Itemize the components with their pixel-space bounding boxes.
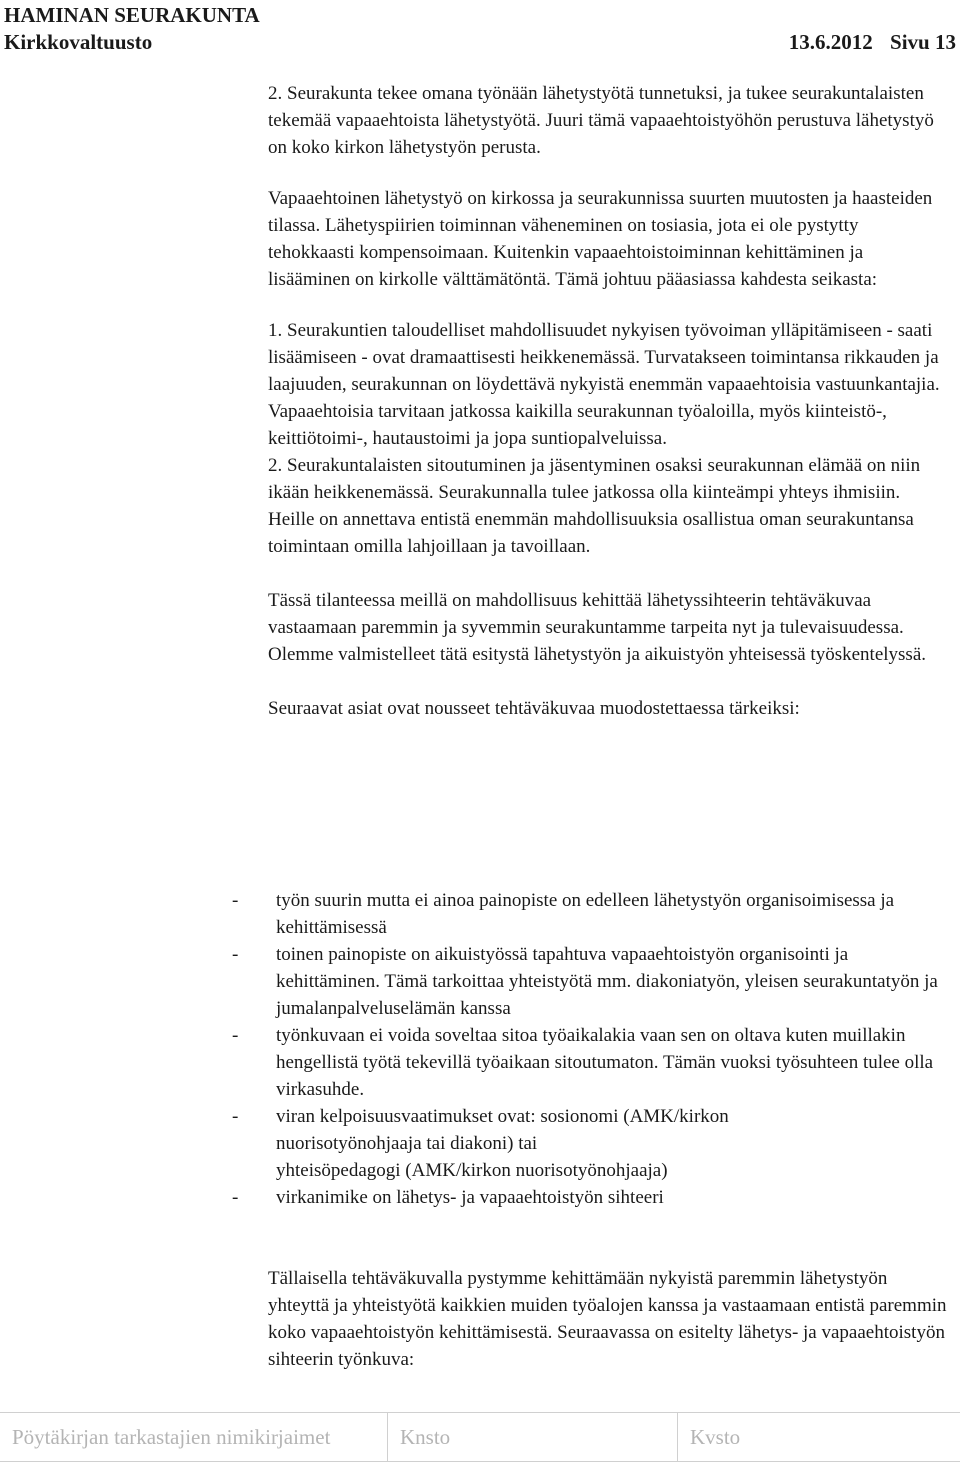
page-header [4,2,956,56]
paragraph-volunteer-situation: Vapaaehtoinen lähetystyö on kirkossa ja seurakunnissa suurten muutosten ja haasteiden tilassa. Lähetyspiirien toiminnan väheneminen on tosiasia, jota ei ole pystytty tehokkaasti kompensoimaan. Kuitenkin vapaaehtoistoiminnan kehittäminen ja lisääminen on kirkolle välttämätöntä. Tämä johtuu pääasiassa kahdesta seikasta: [268,188,933,290]
paragraph-conclusion: Tällaisella tehtäväkuvalla pystymme kehittämään nykyistä paremmin lähetystyön yhteyttä ja yhteistyötä kaikkien muiden työalojen kanssa ja vastaamaan entistä paremmin koko vapaaehtoistyön kehittämisestä. Seuraavassa on esitelty lähetys- ja vapaaehtoistyön sihteerin työnkuva: [268,1268,947,1370]
paragraph-opportunity: Tässä tilanteessa meillä on mahdollisuus kehittää lähetyssihteerin tehtäväkuvaa vastaamaan paremmin ja syvemmin seurakuntamme tarpeita nyt ja tulevaisuudessa. Olemme valmistelleet tätä esitystä lähetystyön ja aikuistyön yhteisessä työskentelyssä. [268,590,926,665]
main-text-top [268,80,948,722]
header-row [4,29,956,56]
qualification-line-3: yhteisöpedagogi (AMK/kirkon nuorisotyönohjaaja) [276,1160,668,1181]
page-number: Sivu 13 [890,30,956,54]
qualification-line-2: nuorisotyönohjaaja tai diakoni) tai [276,1133,538,1154]
list-item: - virkanimike on lähetys- ja vapaaehtoistyön sihteeri [232,1187,664,1208]
council-name: Kirkkovaltuusto [4,30,153,54]
bullet-list [232,887,948,1211]
footer-knsto: Knsto [388,1413,678,1461]
paragraph-reason-1: 1. Seurakuntien taloudelliset mahdollisuudet nykyisen työvoiman ylläpitämiseen - saati lisäämiseen - ovat dramaattisesti heikkenemässä. Turvatakseen toimintansa rikkauden ja laajuuden, seurakunnan on löydettävä nykyistä enemmän vapaaehtoisia vastuunkantajia. Vapaaehtoisia tarvitaan jatkossa kaikilla seurakunnan työaloilla, myös kiinteistö-, keittiötoimi-, hautaustoimi ja jopa suntiopalveluissa. [268,320,940,449]
qualification-line-1: viran kelpoisuusvaatimukset ovat: sosionomi (AMK/kirkon [276,1106,729,1127]
meeting-date: 13.6.2012 [788,30,873,54]
main-text-bottom [268,1265,948,1373]
list-item: - työn suurin mutta ei ainoa painopiste on edelleen lähetystyön organisoimisessa ja kehittämisessä [232,890,895,938]
paragraph-list-intro: Seuraavat asiat ovat nousseet tehtäväkuvaa muodostettaessa tärkeiksi: [268,698,800,719]
paragraph-mission-work: 2. Seurakunta tekee omana työnään lähetystyötä tunnetuksi, ja tukee seurakuntalaisten tekemää vapaaehtoista lähetystyötä. Juuri tämä vapaaehtoistyöhön perustuva lähetystyö on koko kirkon lähetystyön perusta. [268,83,934,158]
signature-footer [0,1412,960,1462]
header-right [789,29,956,56]
list-item: - työnkuvaan ei voida soveltaa sitoa työaikalakia vaan sen on oltava kuten muillakin hengellistä työtä tekevillä työaikaan sitoutumaton. Tämän vuoksi työsuhteen tulee olla virkasuhde. [232,1025,934,1100]
footer-label: Pöytäkirjan tarkastajien nimikirjaimet [0,1413,388,1461]
paragraph-reason-2: 2. Seurakuntalaisten sitoutuminen ja jäsentyminen osaksi seurakunnan elämää on niin ikään heikkenemässä. Seurakunnalla tulee jatkossa olla kiinteämpi yhteys ihmisiin. Heille on annettava entistä enemmän mahdollisuuksia osallistua oman seurakuntansa toimintaan omilla lahjoillaan ja tavoillaan. [268,455,921,557]
list-item: - viran kelpoisuusvaatimukset ovat: sosionomi (AMK/kirkon nuorisotyönohjaaja tai diakoni) tai yhteisöpedagogi (AMK/kirkon nuorisotyönohjaaja) [232,1103,948,1184]
list-item: - toinen painopiste on aikuistyössä tapahtuva vapaaehtoistyön organisointi ja kehittäminen. Tämä tarkoittaa yhteistyötä mm. diakoniatyön, yleisen seurakuntatyön ja jumalanpalveluselämän kanssa [232,944,938,1019]
footer-kvsto: Kvsto [690,1424,741,1449]
organization-name: HAMINAN SEURAKUNTA [4,3,260,27]
